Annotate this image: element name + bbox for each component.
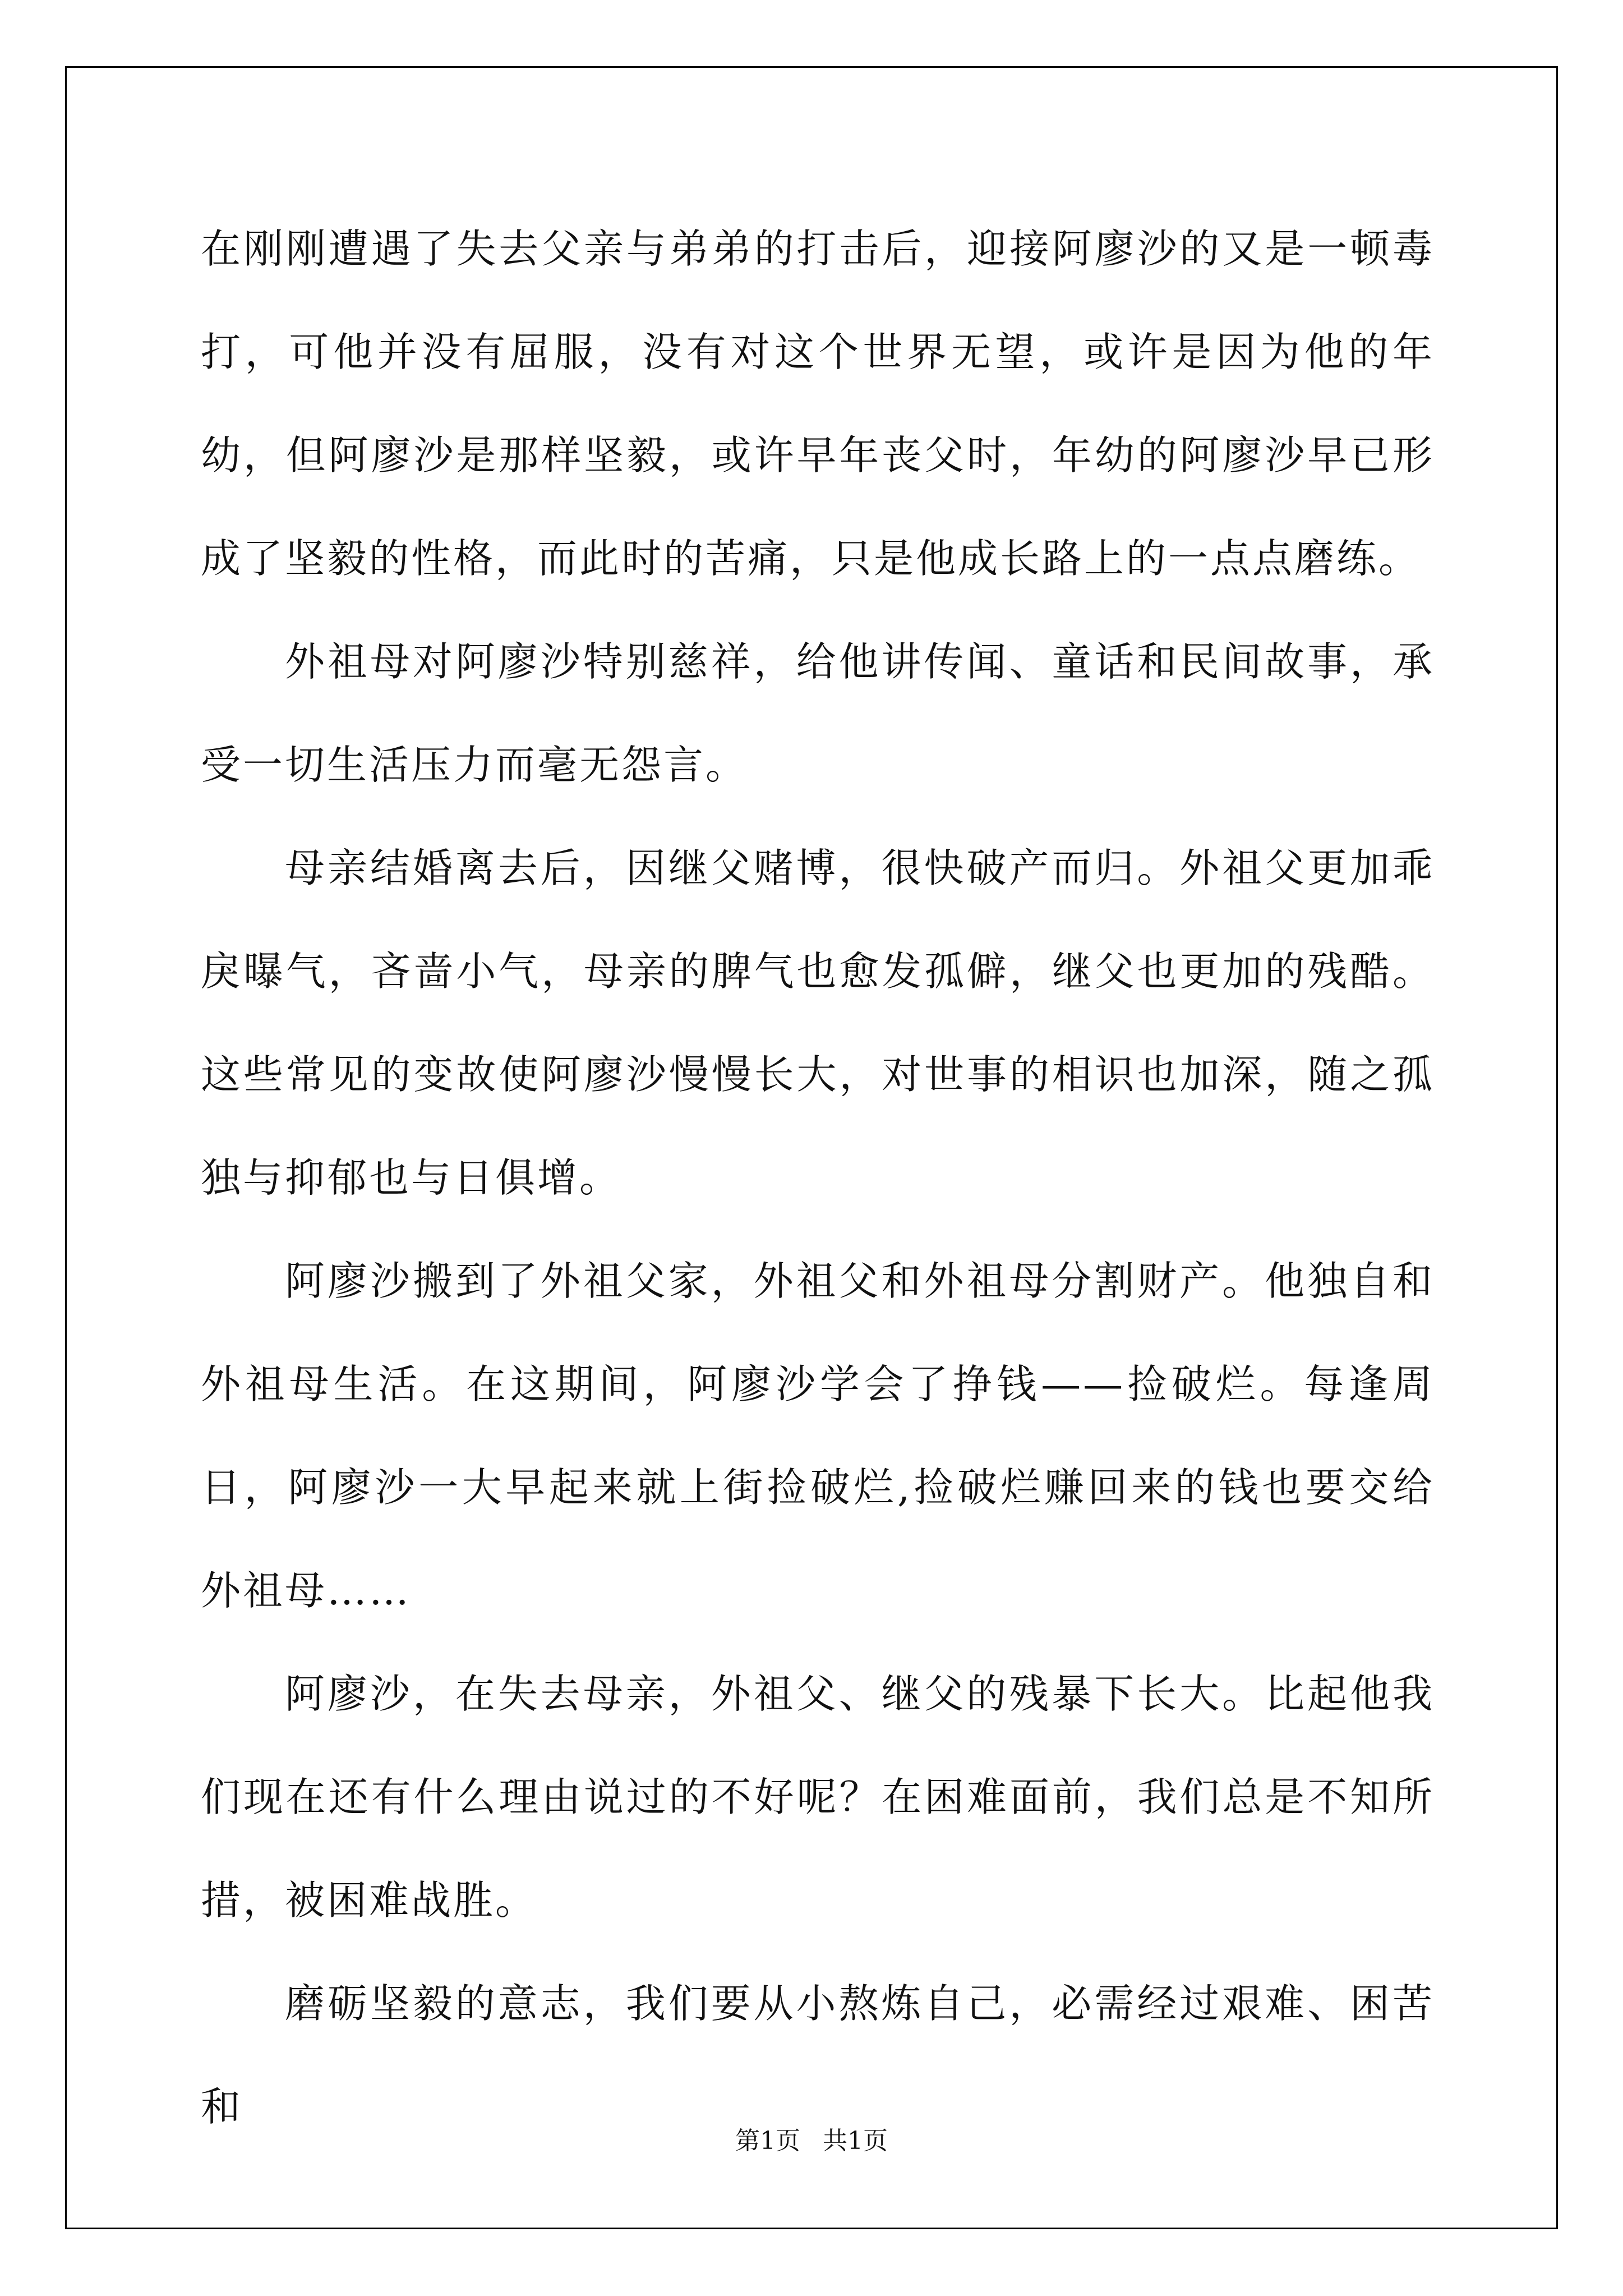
paragraph-4: 阿廖沙搬到了外祖父家，外祖父和外祖母分割财产。他独自和外祖母生活。在这期间，阿廖沙学会了挣钱——捡破烂。每逢周日，阿廖沙一大早起来就上街捡破烂,捡破烂赚回来的钱也要交给外祖母…… <box>201 1258 1435 1614</box>
paragraph-2: 外祖母对阿廖沙特别慈祥，给他讲传闻、童话和民间故事，承受一切生活压力而毫无怨言。 <box>201 638 1435 788</box>
page-footer <box>0 2120 1623 2156</box>
paragraph-5: 阿廖沙，在失去母亲，外祖父、继父的残暴下长大。比起他我们现在还有什么理由说过的不好呢？在困难面前，我们总是不知所措，被困难战胜。 <box>201 1671 1435 1924</box>
paragraph-1: 在刚刚遭遇了失去父亲与弟弟的打击后，迎接阿廖沙的又是一顿毒打，可他并没有屈服，没有对这个世界无望，或许是因为他的年幼，但阿廖沙是那样坚毅，或许早年丧父时，年幼的阿廖沙早已形成了坚毅的性格，而此时的苦痛，只是他成长路上的一点点磨练。 <box>201 226 1435 582</box>
paragraph-3: 母亲结婚离去后，因继父赌博，很快破产而归。外祖父更加乖戾曝气，吝啬小气，母亲的脾气也愈发孤僻，继父也更加的残酷。这些常见的变故使阿廖沙慢慢长大，对世事的相识也加深，随之孤独与抑郁也与日俱增。 <box>201 845 1435 1201</box>
page-total: 共1页 <box>823 2127 888 2155</box>
page-number: 第1页 <box>735 2127 800 2155</box>
paragraph-6: 磨砺坚毅的意志，我们要从小熬炼自己，必需经过艰难、困苦和 <box>201 1980 1435 2130</box>
document-body <box>201 197 1435 2159</box>
